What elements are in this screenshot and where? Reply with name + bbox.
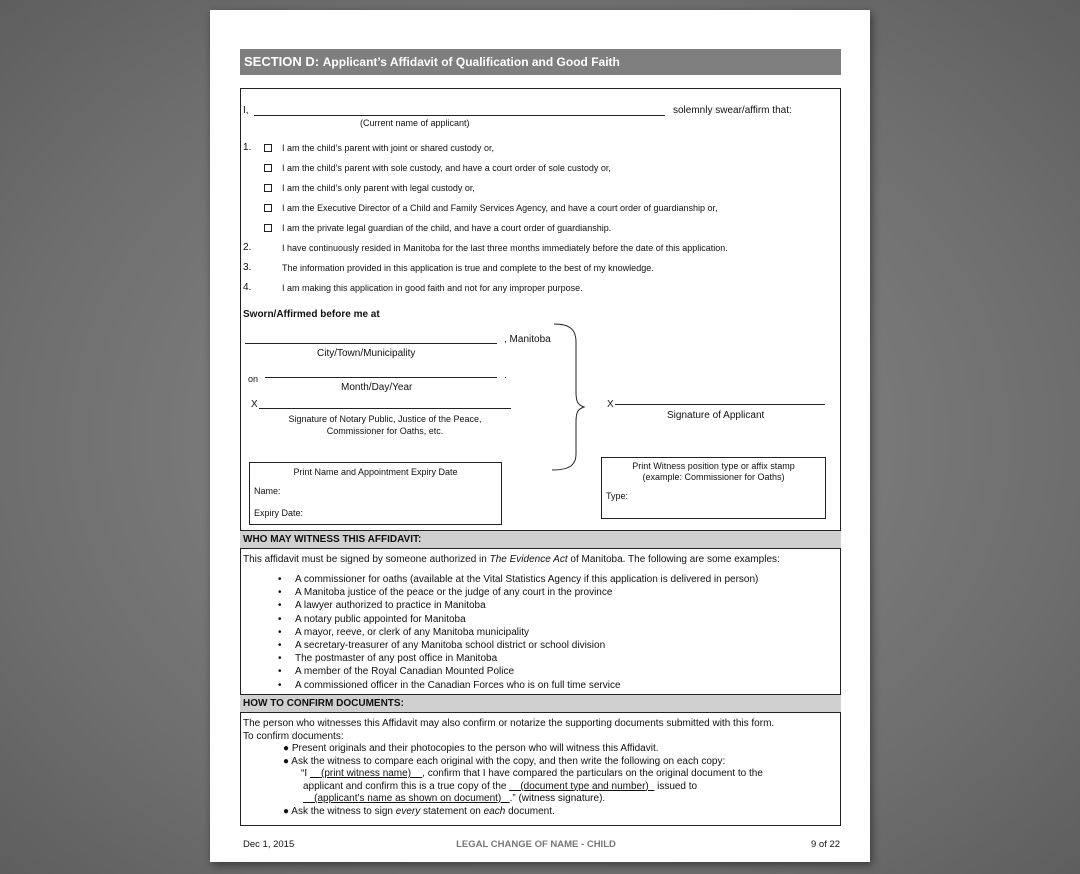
witness-example-item: • A mayor, reeve, or clerk of any Manitoba municipality [275,626,835,639]
city-caption: City/Town/Municipality [317,348,416,359]
statement-checkbox[interactable] [264,164,272,172]
applicant-x-mark: X [607,399,614,410]
section-title-lead: SECTION D: [244,54,320,69]
bullet-3-each: each [483,805,506,817]
witness-example-item: • A commissioner for oaths (available at the Vital Statistics Agency if this application is delivered in person) [275,573,835,586]
statement-checkbox[interactable] [264,144,272,152]
confirm-bullet-1: ● Present originals and their photocopies to the person who will witness this Affidavit. [283,743,659,754]
applicant-signature-caption: Signature of Applicant [667,410,765,421]
notary-caption-line-2: Commissioner for Oaths, etc. [326,426,444,436]
statement-number: 4. [243,282,252,293]
statement-text: I am making this application in good faith and not for any improper purpose. [282,283,583,293]
city-field[interactable] [245,343,497,344]
quote-3b: .” (witness signature). [509,793,606,804]
statement-text: I am the private legal guardian of the child, and have a court order of guardianship. [282,223,612,233]
brace-icon [548,322,588,472]
confirm-bullet-2-text: Ask the witness to compare each original with the copy, and then write the following on each copy: [291,755,726,767]
statement-text: I am the child’s only parent with legal custody or, [282,183,475,193]
date-caption: Month/Day/Year [341,382,413,393]
statement-number: 2. [243,242,252,253]
confirm-bullet-2: ● Ask the witness to compare each original with the copy, and then write the following on each copy: [283,755,726,767]
name-label[interactable]: Name: [254,486,281,496]
applicant-name-caption: (Current name of applicant) [360,118,470,128]
witness-examples-list [275,573,835,692]
statement-text: I am the child’s parent with joint or shared custody or, [282,143,494,153]
evidence-act-title: The Evidence Act [489,554,568,565]
quote-2a: applicant and confirm this is a true copy of the [303,780,510,792]
confirm-quote-line-1 [243,768,838,781]
print-name-box-title: Print Name and Appointment Expiry Date [293,467,458,477]
witness-example-item: • A Manitoba justice of the peace or the judge of any court in the province [275,586,835,599]
quote-document-type: (document type and number) [509,780,655,792]
confirm-bullet-1-text: Present originals and their photocopies to the person who will witness this Affidavit. [291,743,659,754]
manitoba-label: , Manitoba [504,334,551,345]
quote-applicant-name: (applicant’s name as shown on document) [303,793,510,804]
intro-prefix: I, [243,105,249,116]
statement-checkbox[interactable] [264,204,272,212]
bullet-3-every: every [395,805,421,817]
confirm-quote-line-2 [243,781,838,794]
witness-type-title [601,461,826,483]
confirm-para-2: To confirm documents: [243,730,344,742]
notary-signature-field[interactable] [259,408,511,409]
confirm-documents-body [243,718,838,818]
who-may-witness-intro-2: of Manitoba. The following are some examples: [567,554,780,565]
footer-page-number: 9 of 22 [811,839,841,850]
bullet-3c: document. [505,805,555,817]
footer-date: Dec 1, 2015 [243,839,295,850]
notary-caption [280,413,490,437]
bullet-3a: Ask the witness to sign [291,805,396,817]
witness-example-item: • A notary public appointed for Manitoba [275,613,835,626]
notary-caption-line-1: Signature of Notary Public, Justice of the Peace, [288,414,482,424]
witness-type-title-line-1: Print Witness position type or affix stamp [632,461,795,471]
who-may-witness-intro-1: This affidavit must be signed by someone authorized in [243,554,490,565]
statement-checkbox[interactable] [264,224,272,232]
confirm-documents-heading: HOW TO CONFIRM DOCUMENTS: [240,694,841,713]
applicant-signature-field[interactable] [615,404,825,405]
statement-text: I am the child’s parent with sole custody, and have a court order of sole custody or, [282,163,611,173]
statement-checkbox[interactable] [264,184,272,192]
witness-example-item: • A secretary-treasurer of any Manitoba school district or school division [275,639,835,652]
section-title [240,49,841,75]
statement-number: 1. [243,142,252,153]
date-period: . [504,370,507,381]
type-label[interactable]: Type: [606,491,629,501]
witness-example-item: • A member of the Royal Canadian Mounted Police [275,665,835,678]
witness-example-item: • A lawyer authorized to practice in Manitoba [275,599,835,612]
document-page [210,10,870,862]
sworn-heading: Sworn/Affirmed before me at [243,309,380,320]
statement-number: 3. [243,262,252,273]
quote-1b: , confirm that I have compared the particulars on the original document to the [422,768,763,779]
intro-suffix: solemnly swear/affirm that: [673,105,792,116]
who-may-witness-intro [243,554,780,565]
confirm-quote-line-3 [243,793,838,806]
quote-1a: “I [301,768,310,779]
notary-x-mark: X [251,399,258,410]
confirm-bullet-3: ● Ask the witness to sign every statement on each document. [283,805,555,817]
witness-example-item: • A commissioned officer in the Canadian Forces who is on full time service [275,679,835,692]
statement-text: I have continuously resided in Manitoba for the last three months immediately before the date of this application. [282,243,728,253]
statement-text: The information provided in this application is true and complete to the best of my knowledge. [282,263,654,273]
footer-title: LEGAL CHANGE OF NAME - CHILD [456,839,616,850]
bullet-3b: statement on [420,805,484,817]
expiry-date-label[interactable]: Expiry Date: [254,508,304,518]
confirm-para-1: The person who witnesses this Affidavit may also confirm or notarize the supporting documents submitted with this form. [243,718,775,729]
quote-print-witness-name: (print witness name) [309,768,423,779]
section-title-text: Applicant’s Affidavit of Qualification and Good Faith [322,55,620,69]
witness-example-item: • The postmaster of any post office in Manitoba [275,652,835,665]
applicant-name-field[interactable] [254,115,665,116]
witness-type-title-line-2: (example: Commissioner for Oaths) [642,472,785,482]
on-label: on [248,374,259,384]
date-field[interactable] [265,377,497,378]
quote-2b: issued to [654,780,698,792]
who-may-witness-heading: WHO MAY WITNESS THIS AFFIDAVIT: [240,530,841,549]
statement-text: I am the Executive Director of a Child and Family Services Agency, and have a court order of guardianship or, [282,203,718,213]
